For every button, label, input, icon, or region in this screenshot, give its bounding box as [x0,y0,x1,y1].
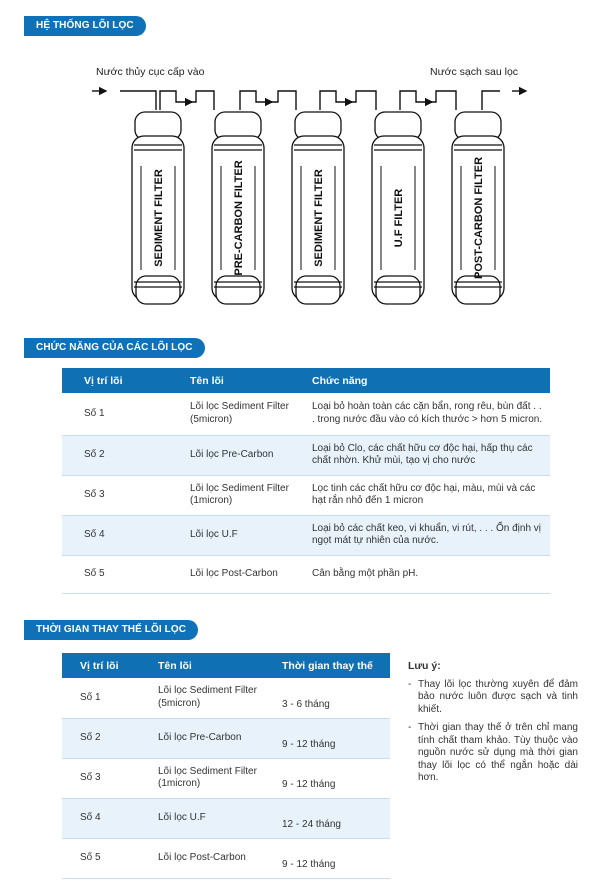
cell-position: Số 2 [62,435,168,475]
pipe-1-2 [160,91,214,110]
table-row [62,393,550,435]
table-row [62,678,390,718]
filter-label-5: POST-CARBON FILTER [473,156,485,280]
cell-time: 12 - 24 tháng [268,798,390,838]
table-row [62,718,390,758]
note-list [408,679,578,785]
filter-diagram-svg [0,50,600,330]
cell-position: Số 1 [62,678,150,718]
note-item: - Thời gian thay thế ở trên chỉ mang tính chất tham khảo. Tùy thuộc vào nguồn nước sử dụng mà thời gian thay lõi lọc có thể ngắn hoặc dài hơn. [408,722,578,785]
cell-position: Số 3 [62,758,150,798]
cell-time: 9 - 12 tháng [268,758,390,798]
header-position: Vị trí lõi [62,653,150,678]
cell-name: Lõi lọc Sediment Filter (5micron) [150,678,268,718]
header-name: Tên lõi [150,653,268,678]
cell-time: 9 - 12 tháng [268,718,390,758]
table-row [62,555,550,593]
cell-name: Lõi lọc Post-Carbon [168,555,304,593]
cell-name: Lõi lọc Pre-Carbon [168,435,304,475]
pipe-inlet [120,91,156,110]
cell-position: Số 5 [62,838,150,878]
note-item: - Thay lõi lọc thường xuyên để đảm bảo nước luôn được sạch và tinh khiết. [408,679,578,717]
pipe-2-3 [240,91,296,110]
header-replacement-time: Thời gian thay thế [268,653,390,678]
table-row [62,798,390,838]
cell-function: Loại bỏ Clo, các chất hữu cơ độc hại, hấp thụ các chất nhờn. Khử mùi, tạo vị cho nước [304,435,550,475]
filter-system-diagram [0,50,600,330]
pipe-3-4 [320,91,376,110]
cell-function: Loại bỏ các chất keo, vi khuẩn, vi rút, . . . Ổn định vị ngọt mát tự nhiên của nước. [304,515,550,555]
replacement-time-table [62,653,390,879]
table-header-row [62,653,390,678]
section-title-replacement-time: THỜI GIAN THAY THẾ LÕI LỌC [24,620,198,640]
cell-position: Số 4 [62,515,168,555]
cell-time: 3 - 6 tháng [268,678,390,718]
table-header-row [62,368,550,393]
section-title-filter-system: HỆ THỐNG LÕI LỌC [24,16,146,36]
cell-name: Lõi lọc U.F [150,798,268,838]
cell-name: Lõi lọc Pre-Carbon [150,718,268,758]
table-row [62,435,550,475]
cell-function: Cân bằng một phần pH. [304,555,550,593]
section-title-filter-functions: CHỨC NĂNG CỦA CÁC LÕI LỌC [24,338,205,358]
header-function: Chức năng [304,368,550,393]
filter-label-2: PRE-CARBON FILTER [233,160,245,276]
filter-label-1: SEDIMENT FILTER [153,169,165,267]
filter-label-4: U.F FILTER [393,188,405,248]
header-name: Tên lõi [168,368,304,393]
cell-position: Số 2 [62,718,150,758]
table-row [62,758,390,798]
table-row [62,838,390,878]
table-row [62,515,550,555]
filter-functions-table [62,368,550,594]
pipe-4-5 [400,91,456,110]
cell-name: Lõi lọc Sediment Filter (1micron) [150,758,268,798]
cell-name: Lõi lọc Post-Carbon [150,838,268,878]
cell-name: Lõi lọc U.F [168,515,304,555]
outlet-label: Nước sạch sau lọc [430,66,519,78]
pipe-outlet [482,91,500,110]
cell-position: Số 3 [62,475,168,515]
table-row [62,475,550,515]
note-title: Lưu ý: [408,660,441,672]
cell-position: Số 1 [62,393,168,435]
cell-function: Lọc tinh các chất hữu cơ độc hại, màu, mùi và các hạt rắn nhỏ đến 1 micron [304,475,550,515]
cell-function: Loại bỏ hoàn toàn các cặn bẩn, rong rêu, bùn đất . . . trong nước đầu vào có kích thước > hơn 5 micron. [304,393,550,435]
note-box [408,660,578,791]
cell-name: Lõi lọc Sediment Filter (1micron) [168,475,304,515]
filter-label-3: SEDIMENT FILTER [313,169,325,267]
inlet-label: Nước thủy cục cấp vào [96,66,205,78]
cell-time: 9 - 12 tháng [268,838,390,878]
cell-position: Số 4 [62,798,150,838]
header-position: Vị trí lõi [62,368,168,393]
cell-position: Số 5 [62,555,168,593]
cell-name: Lõi lọc Sediment Filter (5micron) [168,393,304,435]
